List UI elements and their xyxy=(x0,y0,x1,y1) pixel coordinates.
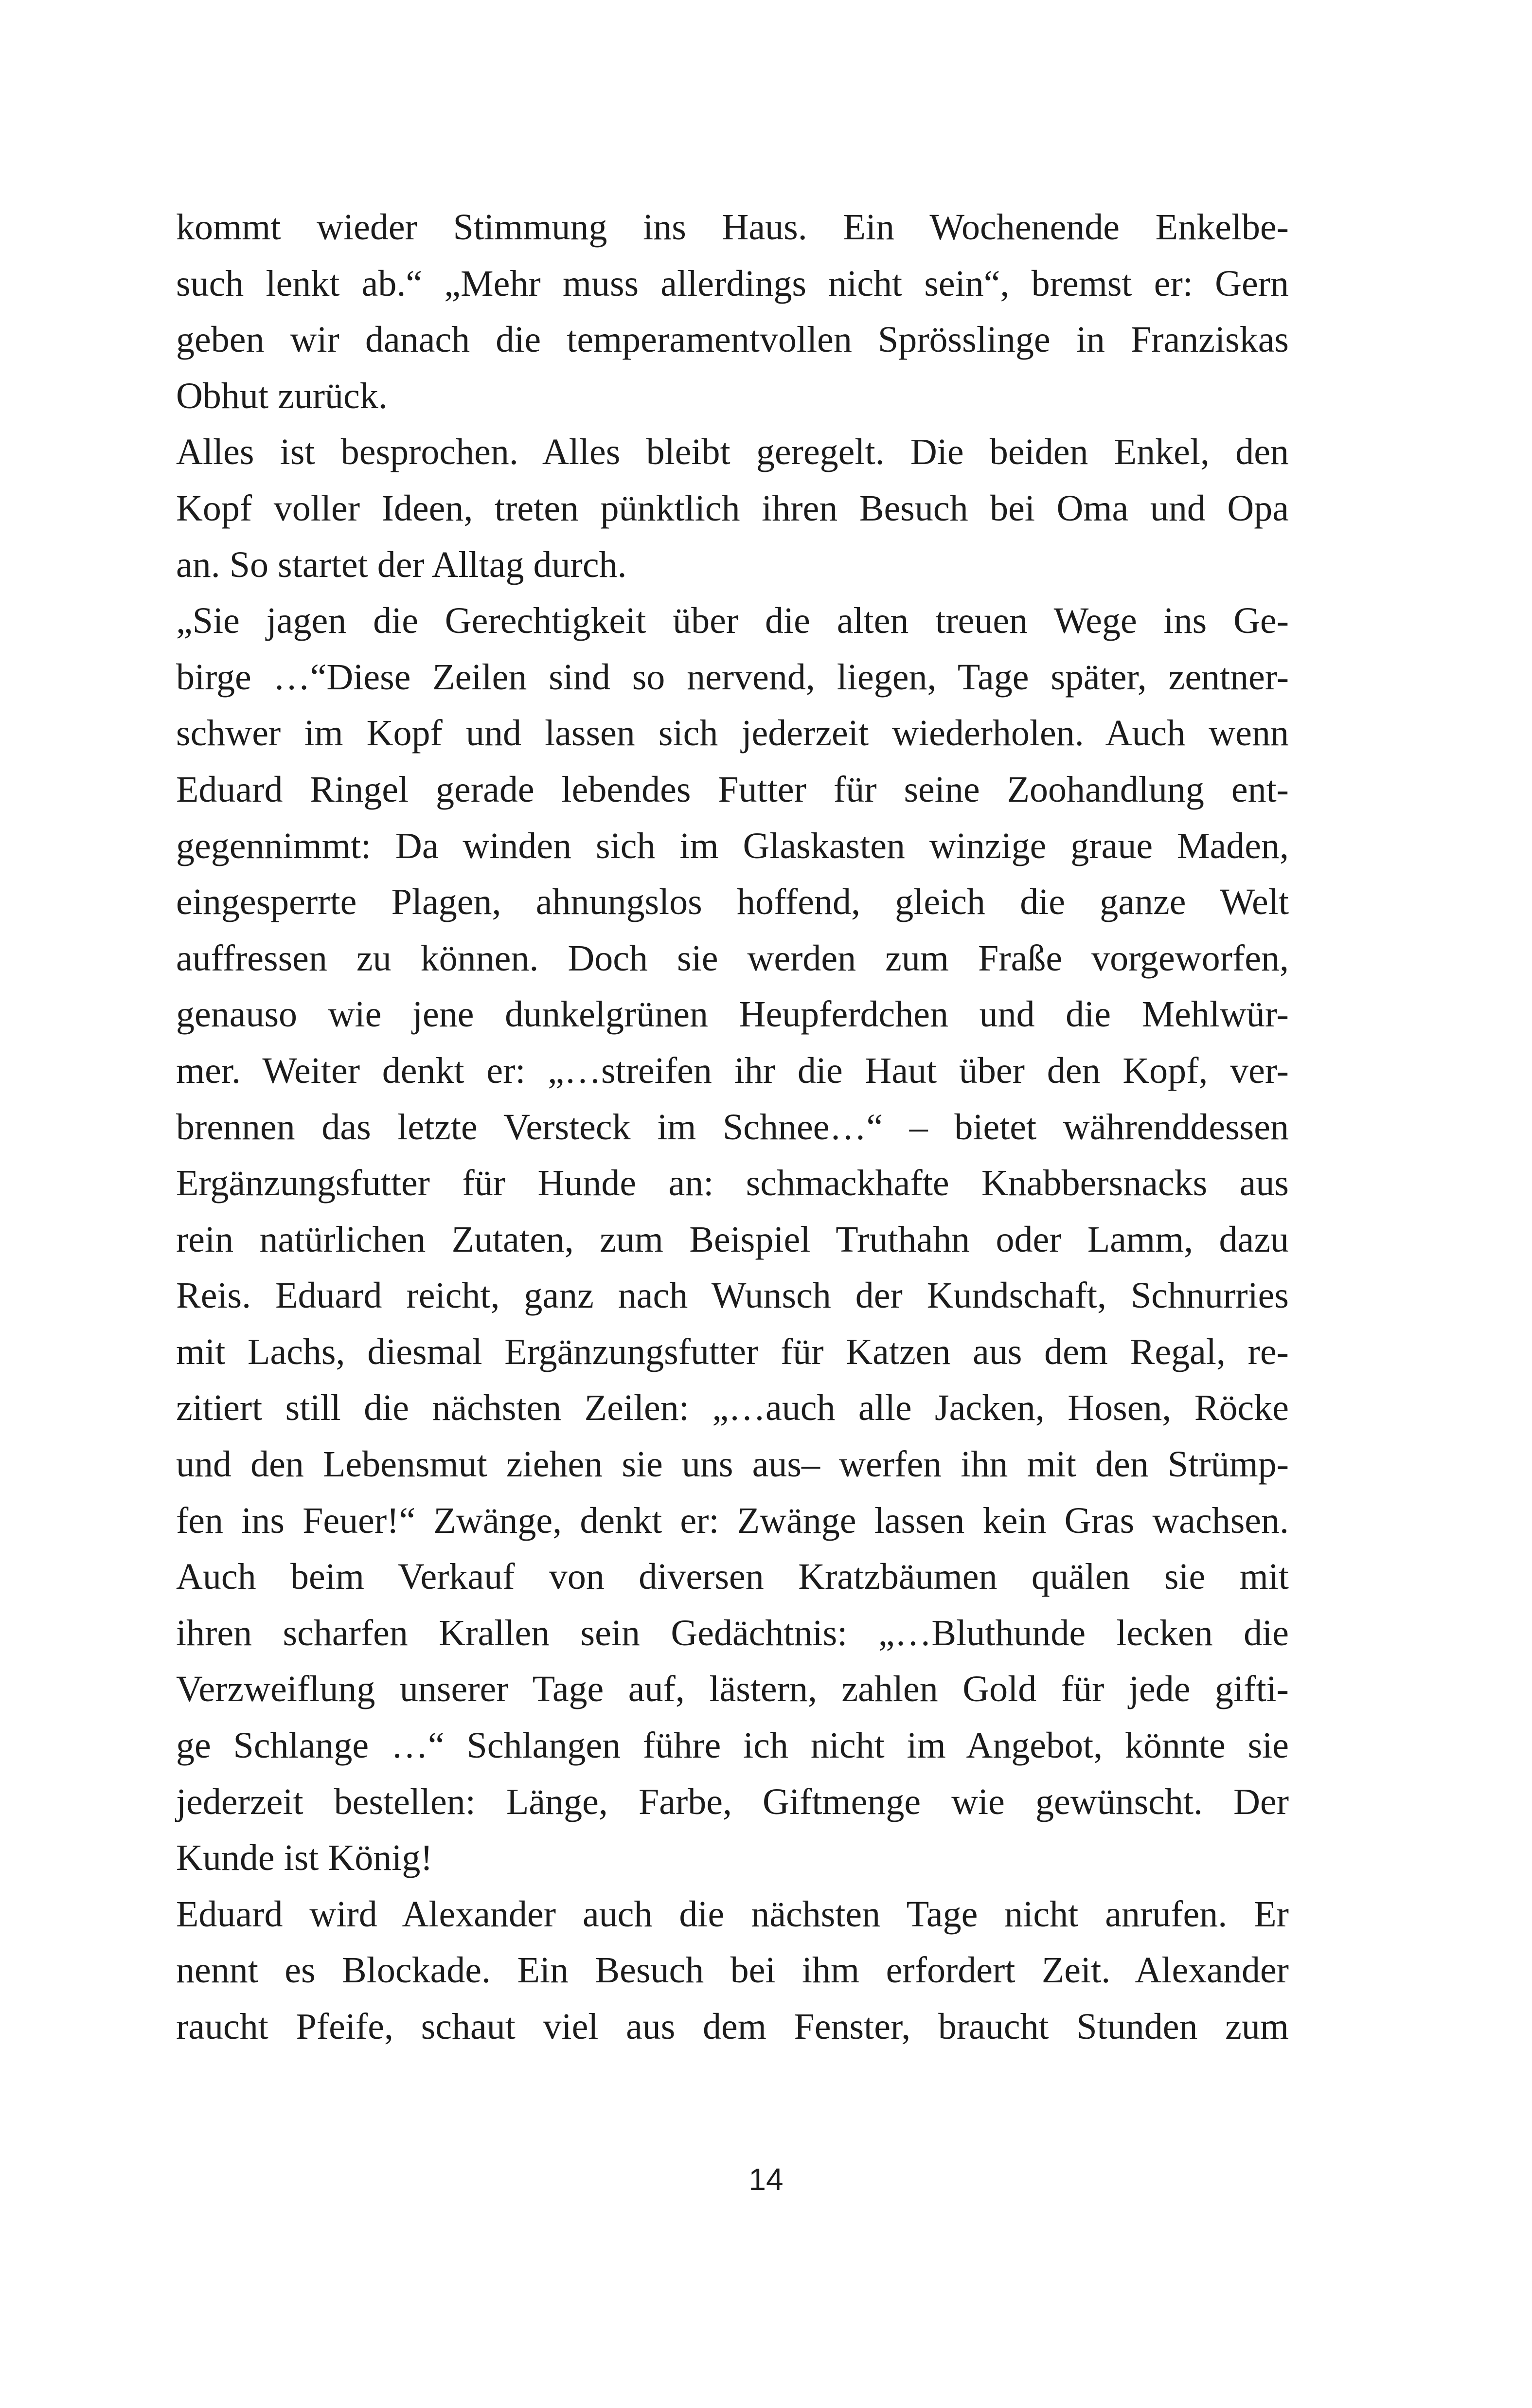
text-line: auffressen zu können. Doch sie werden zum Fraße vorgeworfen, xyxy=(176,937,1289,979)
text-line: mer. Weiter denkt er: „…streifen ihr die Haut über den Kopf, ver- xyxy=(176,1050,1289,1091)
text-line: Ergänzungsfutter für Hunde an: schmackhafte Knabbersnacks aus xyxy=(176,1163,1289,1204)
text-line: Eduard wird Alexander auch die nächsten Tage nicht anrufen. Er xyxy=(176,1893,1289,1935)
text-line: kommt wieder Stimmung ins Haus. Ein Wochenende Enkelbe- xyxy=(176,207,1289,248)
text-line: ihren scharfen Krallen sein Gedächtnis: „…Bluthunde lecken die xyxy=(176,1612,1289,1653)
page-number: 14 xyxy=(748,2162,784,2197)
text-line: Kunde ist König! xyxy=(176,1837,433,1879)
text-line: Kopf voller Ideen, treten pünktlich ihren Besuch bei Oma und Opa xyxy=(176,487,1289,529)
text-line: Eduard Ringel gerade lebendes Futter für seine Zoohandlung ent- xyxy=(176,769,1289,810)
text-line: birge …“Diese Zeilen sind so nervend, liegen, Tage später, zentner- xyxy=(176,656,1289,698)
text-line: und den Lebensmut ziehen sie uns aus– werfen ihn mit den Strümp- xyxy=(176,1444,1289,1485)
text-line: geben wir danach die temperamentvollen Sprösslinge in Franziskas xyxy=(176,319,1289,360)
text-line: an. So startet der Alltag durch. xyxy=(176,544,627,585)
text-line: mit Lachs, diesmal Ergänzungsfutter für Katzen aus dem Regal, re- xyxy=(176,1331,1289,1372)
text-line: „Sie jagen die Gerechtigkeit über die alten treuen Wege ins Ge- xyxy=(176,600,1289,642)
text-line: Alles ist besprochen. Alles bleibt geregelt. Die beiden Enkel, den xyxy=(176,431,1289,473)
body-text xyxy=(176,199,1289,2055)
text-line: brennen das letzte Versteck im Schnee…“ – bietet währenddessen xyxy=(176,1106,1289,1148)
text-line: ge Schlange …“ Schlangen führe ich nicht im Angebot, könnte sie xyxy=(176,1725,1289,1766)
text-line: Reis. Eduard reicht, ganz nach Wunsch der Kundschaft, Schnurries xyxy=(176,1275,1289,1316)
text-line: such lenkt ab.“ „Mehr muss allerdings nicht sein“, bremst er: Gern xyxy=(176,263,1289,304)
text-line: gegennimmt: Da winden sich im Glaskasten winzige graue Maden, xyxy=(176,825,1289,866)
text-line: Auch beim Verkauf von diversen Kratzbäumen quälen sie mit xyxy=(176,1556,1289,1598)
text-line: zitiert still die nächsten Zeilen: „…auch alle Jacken, Hosen, Röcke xyxy=(176,1387,1289,1429)
text-line: genauso wie jene dunkelgrünen Heupferdchen und die Mehlwür- xyxy=(176,994,1289,1035)
text-line: nennt es Blockade. Ein Besuch bei ihm erfordert Zeit. Alexander xyxy=(176,1950,1289,1991)
text-line: Verzweiflung unserer Tage auf, lästern, zahlen Gold für jede gifti- xyxy=(176,1669,1289,1710)
text-line: schwer im Kopf und lassen sich jederzeit wiederholen. Auch wenn xyxy=(176,713,1289,754)
text-line: rein natürlichen Zutaten, zum Beispiel Truthahn oder Lamm, dazu xyxy=(176,1219,1289,1260)
text-line: fen ins Feuer!“ Zwänge, denkt er: Zwänge lassen kein Gras wachsen. xyxy=(176,1500,1289,1541)
text-line: jederzeit bestellen: Länge, Farbe, Giftmenge wie gewünscht. Der xyxy=(176,1781,1289,1822)
text-line: raucht Pfeife, schaut viel aus dem Fenster, braucht Stunden zum xyxy=(176,2006,1289,2047)
text-line: Obhut zurück. xyxy=(176,375,388,416)
text-line: eingesperrte Plagen, ahnungslos hoffend, gleich die ganze Welt xyxy=(176,881,1289,923)
